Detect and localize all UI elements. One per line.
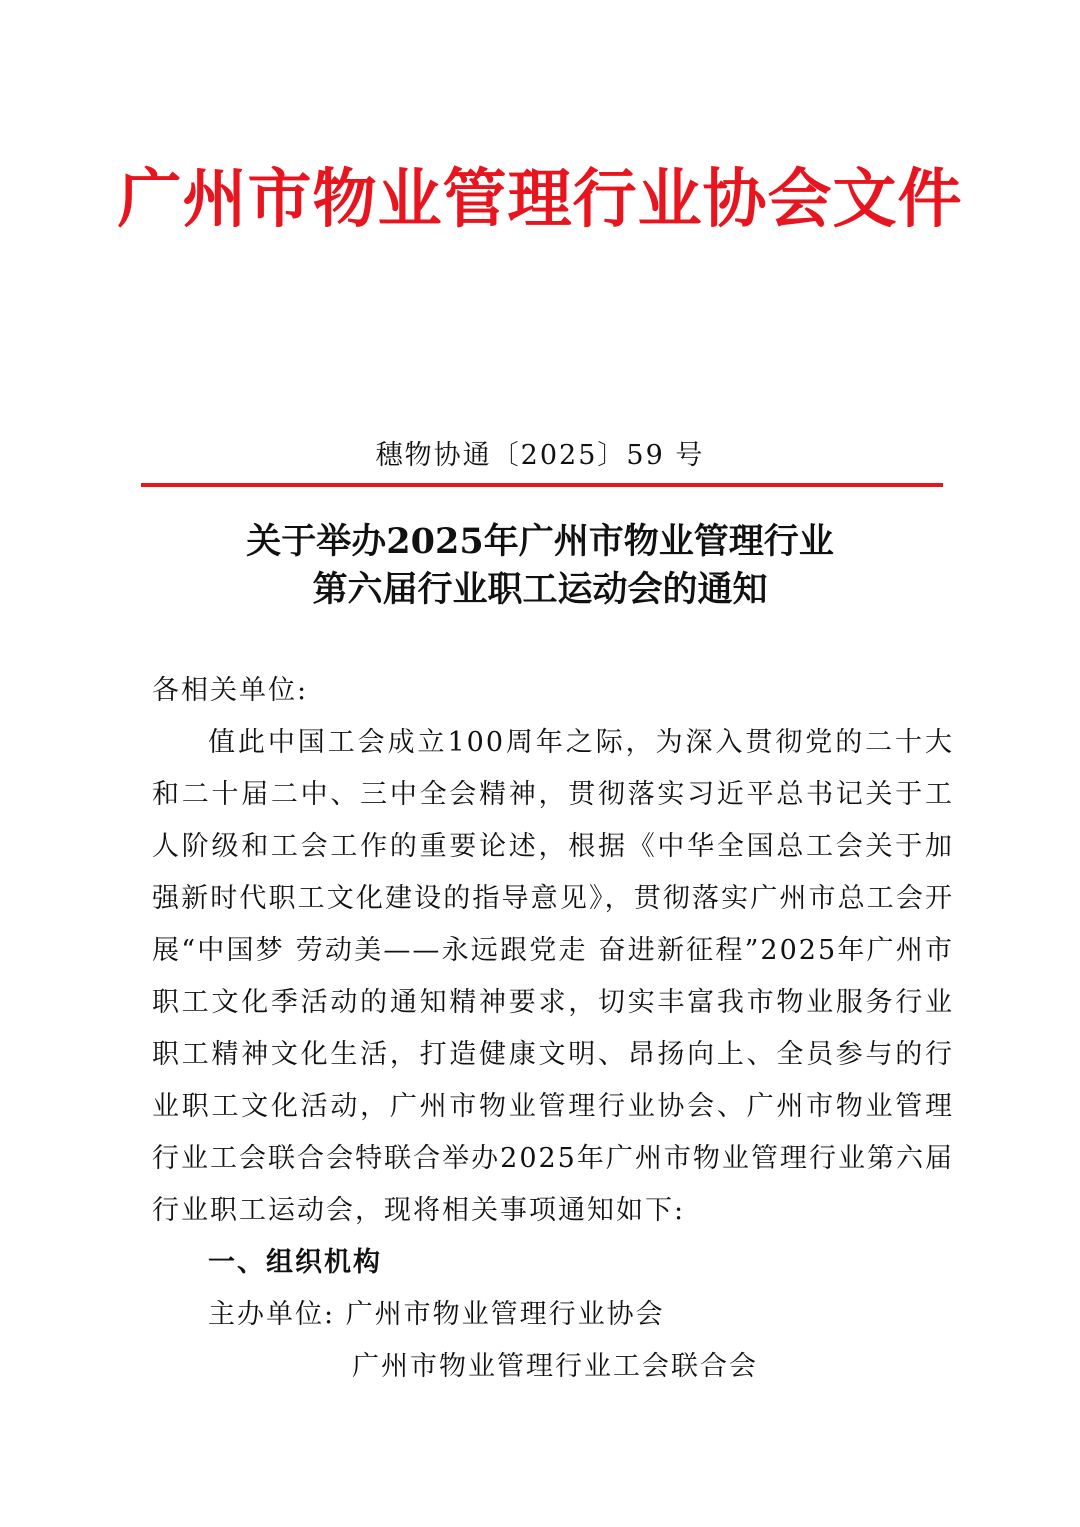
- document-header-title: 广州市物业管理行业协会文件: [117, 163, 963, 237]
- document-title-line-2: 第六届行业职工运动会的通知: [312, 569, 768, 610]
- body-paragraph-1: 值此中国工会成立100周年之际，为深入贯彻党的二十大和二十届二中、三中全会精神，贯彻落实习近平总书记关于工人阶级和工会工作的重要论述，根据《中华全国总工会关于加强新时代职工文化建设的指导意见》，贯彻落实广州市总工会开展“中国梦 劳动美——永远跟党走 奋进新征程”2025年广州市职工文化季活动的通知精神要求，切实丰富我市物业服务行业职工精神文化生活，打造健康文明、昂扬向上、全员参与的行业职工文化活动，广州市物业管理行业协会、广州市物业管理行业工会联合会特联合举办2025年广州市物业管理行业第六届行业职工运动会，现将相关事项通知如下:: [152, 727, 954, 1226]
- document-title-line-1: 关于举办2025年广州市物业管理行业: [246, 521, 834, 562]
- red-divider-line: [141, 483, 943, 487]
- document-number: 穗物协通〔2025〕59 号: [375, 440, 705, 471]
- salutation: 各相关单位:: [152, 675, 309, 706]
- organizer-line-2: 广州市物业管理行业工会联合会: [352, 1351, 758, 1382]
- document-body: [152, 665, 954, 1393]
- document-title: [0, 518, 1080, 614]
- section-heading-organization: 一、组织机构: [208, 1247, 382, 1278]
- organizer-line-1: 主办单位: 广州市物业管理行业协会: [208, 1299, 665, 1330]
